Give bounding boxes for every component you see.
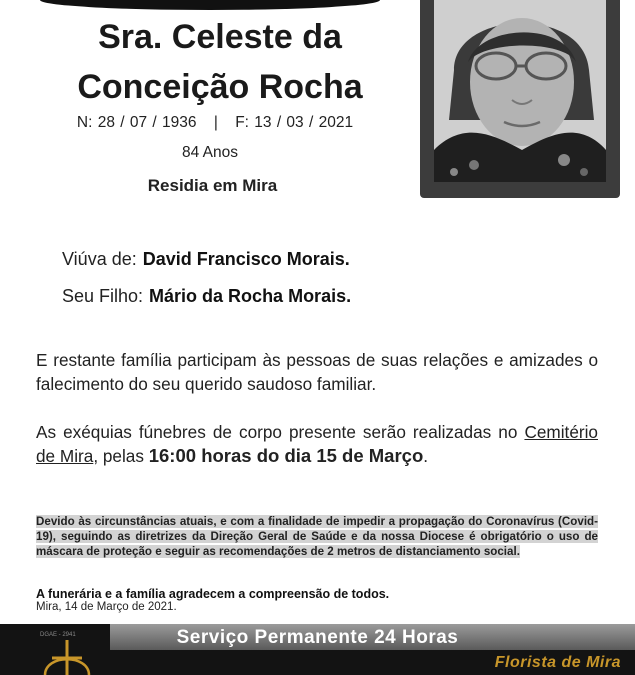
place-date-signoff: Mira, 14 de Março de 2021. [36, 601, 177, 613]
birth-date: N: 28 / 07 / 1936 [76, 114, 197, 131]
deceased-name [40, 12, 400, 112]
license-number: DGAE - 2941 [40, 632, 76, 638]
cemetery-name: Cemitério de Mira [36, 422, 598, 466]
portrait-photo [434, 0, 606, 182]
life-dates [40, 114, 390, 132]
name-line-2: Conceição Rocha [77, 68, 363, 106]
date-separator: | [213, 114, 218, 131]
funeral-lead: As exéquias fúnebres de corpo presente serão realizadas no [36, 422, 518, 442]
relative-row [62, 283, 351, 320]
funeral-end: . [423, 446, 429, 466]
relative-role: Viúva de: [62, 249, 137, 269]
relative-name: Mário da Rocha Morais. [149, 286, 352, 306]
name-line-1: Sra. Celeste da [98, 18, 342, 56]
portrait-illustration [434, 0, 606, 182]
announcement-paragraph: E restante família participam às pessoas de suas relações e amizades o falecimento do seu querido saudoso familiar. [36, 350, 598, 394]
funeral-details-paragraph [36, 420, 598, 468]
covid-notice [36, 514, 598, 559]
residence: Residia em Mira [147, 176, 278, 195]
relative-role: Seu Filho: [62, 286, 144, 306]
relative-name: David Francisco Morais. [142, 249, 350, 269]
florist-name: Florista de Mira [494, 654, 621, 671]
top-decorative-bar [40, 0, 380, 10]
funeral-cross-emblem-icon [42, 636, 92, 675]
age: 84 Anos [181, 144, 239, 161]
funeral-time: 16:00 horas do dia 15 de Março [148, 445, 424, 466]
covid-notice-text: Devido às circunstâncias atuais, e com a finalidade de impedir a propagação do Coronavírus (Covid-19), seguindo as diretrizes da Direção Geral de Saúde e da nossa Diocese é obrigatório o uso de máscara de proteção e seguir as recomendações de 2 metros de distanciamento social. [36, 515, 598, 558]
thanks-line: A funerária e a família agradecem a compreensão de todos. [36, 587, 390, 601]
funeral-mid: , pelas [93, 446, 144, 466]
service-banner: Serviço Permanente 24 Horas [176, 627, 459, 648]
relative-row [62, 246, 351, 283]
relatives-list [62, 246, 351, 320]
death-date: F: 13 / 03 / 2021 [235, 114, 354, 131]
